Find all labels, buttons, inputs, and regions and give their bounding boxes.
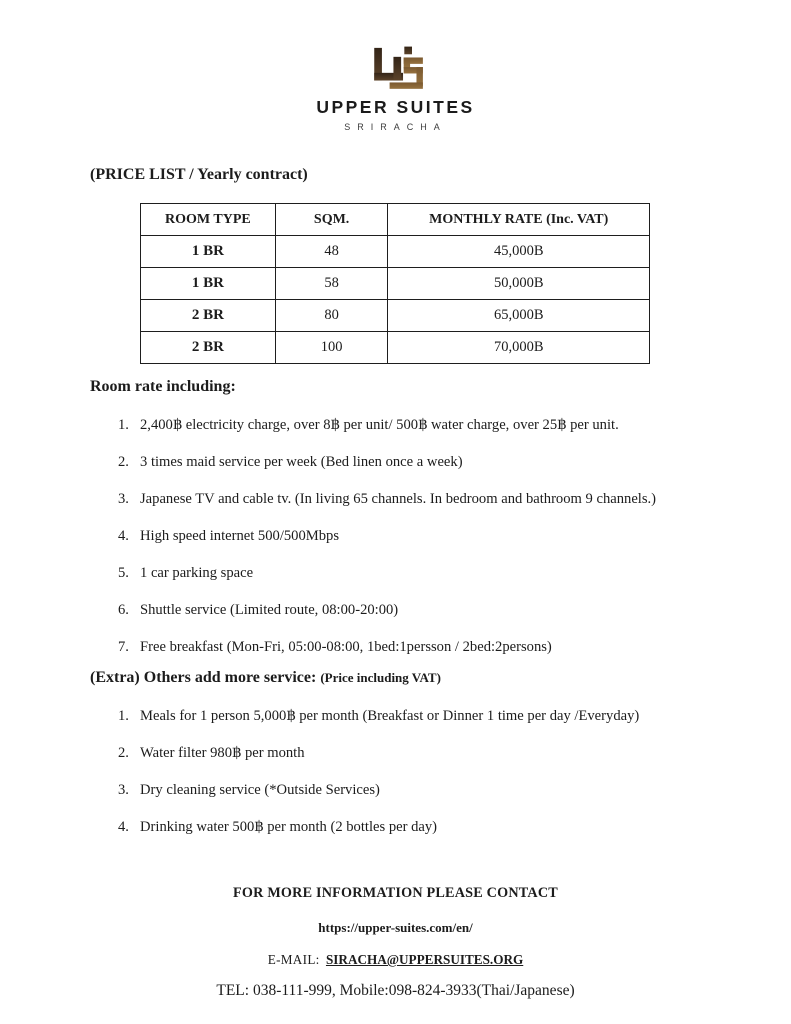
list-item-number: 3.: [118, 782, 129, 798]
list-item-number: 5.: [118, 565, 129, 581]
list-item: [118, 565, 791, 581]
list-item: [118, 708, 791, 724]
section-heading-extra: [90, 669, 791, 687]
email-label: E-MAIL:: [267, 952, 320, 967]
sqm-cell: 100: [275, 332, 388, 364]
column-header-room-type: ROOM TYPE: [141, 204, 276, 236]
price-list-title: (PRICE LIST / Yearly contract): [90, 166, 308, 183]
rate-cell: 70,000B: [388, 332, 650, 364]
room-type-cell: 1 BR: [141, 236, 276, 268]
included-list: [0, 417, 791, 655]
list-item-number: 2.: [118, 454, 129, 470]
price-table: [140, 203, 650, 364]
list-item-number: 1.: [118, 708, 129, 724]
list-item-text: 3 times maid service per week (Bed linen once a week): [140, 454, 463, 470]
room-type-cell: 1 BR: [141, 268, 276, 300]
list-item: [118, 602, 791, 618]
list-item: [118, 528, 791, 544]
table-header-row: [141, 204, 650, 236]
table-row: [141, 332, 650, 364]
rate-cell: 45,000B: [388, 236, 650, 268]
email-link[interactable]: SIRACHA@UPPERSUITES.ORG: [325, 952, 524, 967]
list-item-text: 2,400฿ electricity charge, over 8฿ per unit/ 500฿ water charge, over 25฿ per unit.: [140, 417, 619, 433]
logo-subtitle: SRIRACHA: [344, 122, 447, 132]
list-item: [118, 745, 791, 761]
list-item-number: 4.: [118, 819, 129, 835]
column-header-sqm: SQM.: [275, 204, 388, 236]
contact-heading: FOR MORE INFORMATION PLEASE CONTACT: [233, 885, 558, 901]
list-item: [118, 782, 791, 798]
list-item-number: 4.: [118, 528, 129, 544]
list-item-number: 6.: [118, 602, 129, 618]
list-item: [118, 819, 791, 835]
list-item-number: 2.: [118, 745, 129, 761]
extra-list: [0, 708, 791, 835]
tel-line: TEL: 038-111-999, Mobile:098-824-3933(Thai/Japanese): [216, 982, 575, 999]
sqm-cell: 58: [275, 268, 388, 300]
sqm-cell: 48: [275, 236, 388, 268]
column-header-monthly-rate: MONTHLY RATE (Inc. VAT): [388, 204, 650, 236]
list-item: [118, 639, 791, 655]
list-item: [118, 454, 791, 470]
website-link[interactable]: https://upper-suites.com/en/: [318, 920, 473, 935]
rate-cell: 65,000B: [388, 300, 650, 332]
list-item-text: Water filter 980฿ per month: [140, 745, 305, 761]
list-item-text: 1 car parking space: [140, 565, 254, 581]
room-type-cell: 2 BR: [141, 332, 276, 364]
table-row: [141, 236, 650, 268]
list-item: [118, 417, 791, 433]
list-item-text: Drinking water 500฿ per month (2 bottles per day): [140, 819, 438, 835]
logo: [0, 0, 791, 132]
contact-section: [0, 885, 791, 1000]
upper-suites-logo-icon: [364, 44, 428, 94]
list-item-text: Free breakfast (Mon-Fri, 05:00-08:00, 1bed:1persson / 2bed:2persons): [140, 639, 552, 655]
logo-name: UPPER SUITES: [316, 97, 475, 117]
email-line: [0, 952, 791, 968]
table-row: [141, 300, 650, 332]
list-item-text: Meals for 1 person 5,000฿ per month (Breakfast or Dinner 1 time per day /Everyday): [140, 708, 640, 724]
sqm-cell: 80: [275, 300, 388, 332]
rate-cell: 50,000B: [388, 268, 650, 300]
extra-heading-note: (Price including VAT): [320, 670, 441, 685]
table-row: [141, 268, 650, 300]
list-item-text: Dry cleaning service (*Outside Services): [140, 782, 380, 798]
extra-heading-text: (Extra) Others add more service:: [90, 669, 317, 686]
room-type-cell: 2 BR: [141, 300, 276, 332]
list-item-text: Japanese TV and cable tv. (In living 65 channels. In bedroom and bathroom 9 channels.): [140, 491, 657, 507]
section-heading-room-rate: Room rate including:: [90, 378, 236, 395]
list-item-number: 7.: [118, 639, 129, 655]
list-item-number: 3.: [118, 491, 129, 507]
list-item-text: Shuttle service (Limited route, 08:00-20:00): [140, 602, 399, 618]
list-item-number: 1.: [118, 417, 129, 433]
list-item: [118, 491, 791, 507]
list-item-text: High speed internet 500/500Mbps: [140, 528, 340, 544]
